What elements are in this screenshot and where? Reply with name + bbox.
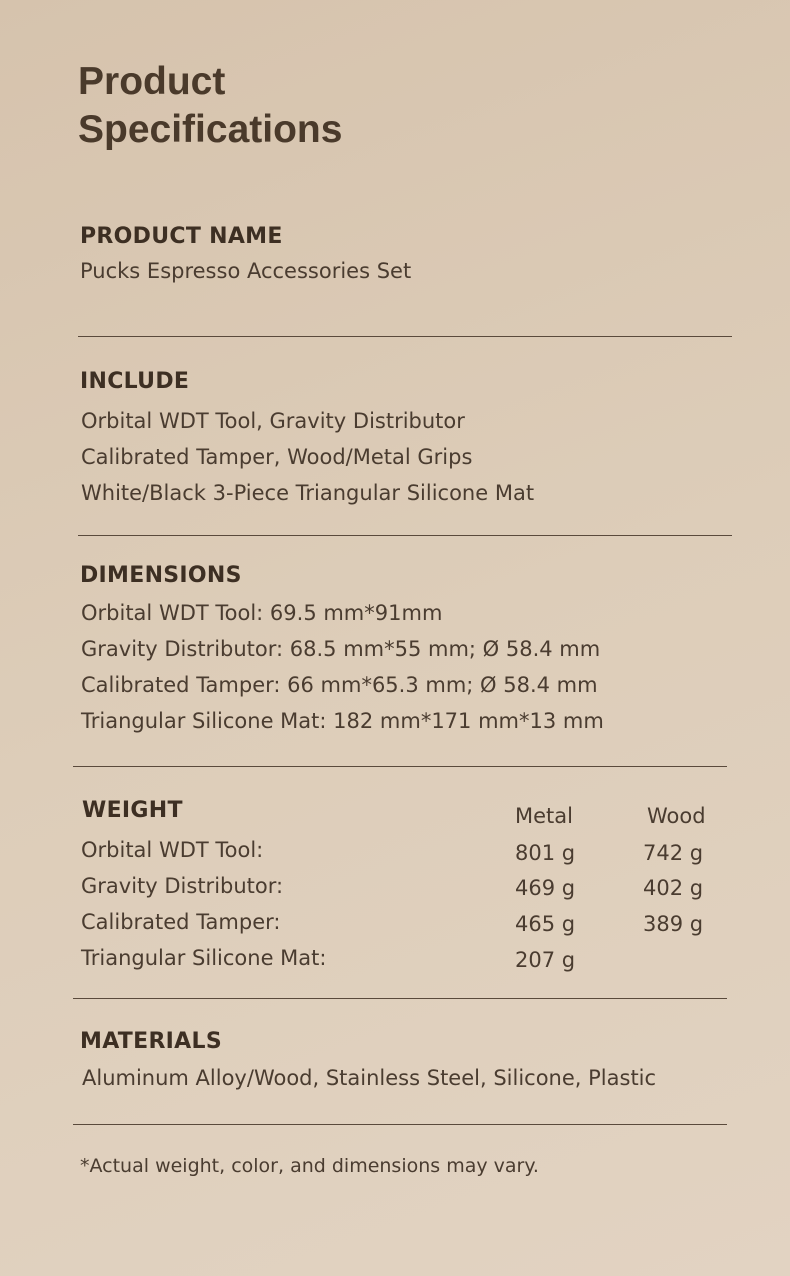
include-line: Orbital WDT Tool, Gravity Distributor — [81, 409, 465, 433]
include-heading: INCLUDE — [80, 369, 190, 394]
page-title — [78, 58, 342, 154]
divider — [73, 1124, 727, 1125]
divider — [78, 336, 732, 337]
materials-value: Aluminum Alloy/Wood, Stainless Steel, Silicone, Plastic — [82, 1066, 657, 1090]
weight-wood-value: 402 g — [643, 876, 704, 900]
weight-item: Calibrated Tamper: — [81, 910, 281, 934]
weight-wood-value: 742 g — [643, 841, 704, 865]
weight-heading: WEIGHT — [82, 798, 183, 823]
weight-item: Gravity Distributor: — [81, 874, 284, 898]
divider — [78, 535, 732, 536]
footnote: *Actual weight, color, and dimensions may vary. — [80, 1155, 539, 1177]
dimensions-line: Orbital WDT Tool: 69.5 mm*91mm — [81, 601, 443, 625]
weight-metal-value: 465 g — [515, 912, 576, 936]
dimensions-line: Gravity Distributor: 68.5 mm*55 mm; Ø 58.4 mm — [81, 637, 601, 661]
weight-metal-value: 801 g — [515, 841, 576, 865]
dimensions-line: Calibrated Tamper: 66 mm*65.3 mm; Ø 58.4 mm — [81, 673, 598, 697]
title-line-1: Product — [78, 60, 226, 103]
include-line: White/Black 3-Piece Triangular Silicone Mat — [81, 481, 535, 505]
product-name-value: Pucks Espresso Accessories Set — [80, 259, 412, 283]
weight-col-wood: Wood — [647, 804, 706, 828]
product-name-heading: PRODUCT NAME — [80, 224, 283, 249]
title-line-2: Specifications — [78, 108, 343, 151]
divider — [73, 766, 727, 767]
include-line: Calibrated Tamper, Wood/Metal Grips — [81, 445, 473, 469]
dimensions-heading: DIMENSIONS — [80, 563, 242, 588]
divider — [73, 998, 727, 999]
weight-metal-value: 469 g — [515, 876, 576, 900]
weight-col-metal: Metal — [515, 804, 573, 828]
dimensions-line: Triangular Silicone Mat: 182 mm*171 mm*13 mm — [81, 709, 604, 733]
weight-item: Orbital WDT Tool: — [81, 838, 264, 862]
weight-item: Triangular Silicone Mat: — [81, 946, 327, 970]
weight-metal-value: 207 g — [515, 948, 576, 972]
materials-heading: MATERIALS — [80, 1029, 222, 1054]
weight-wood-value: 389 g — [643, 912, 704, 936]
